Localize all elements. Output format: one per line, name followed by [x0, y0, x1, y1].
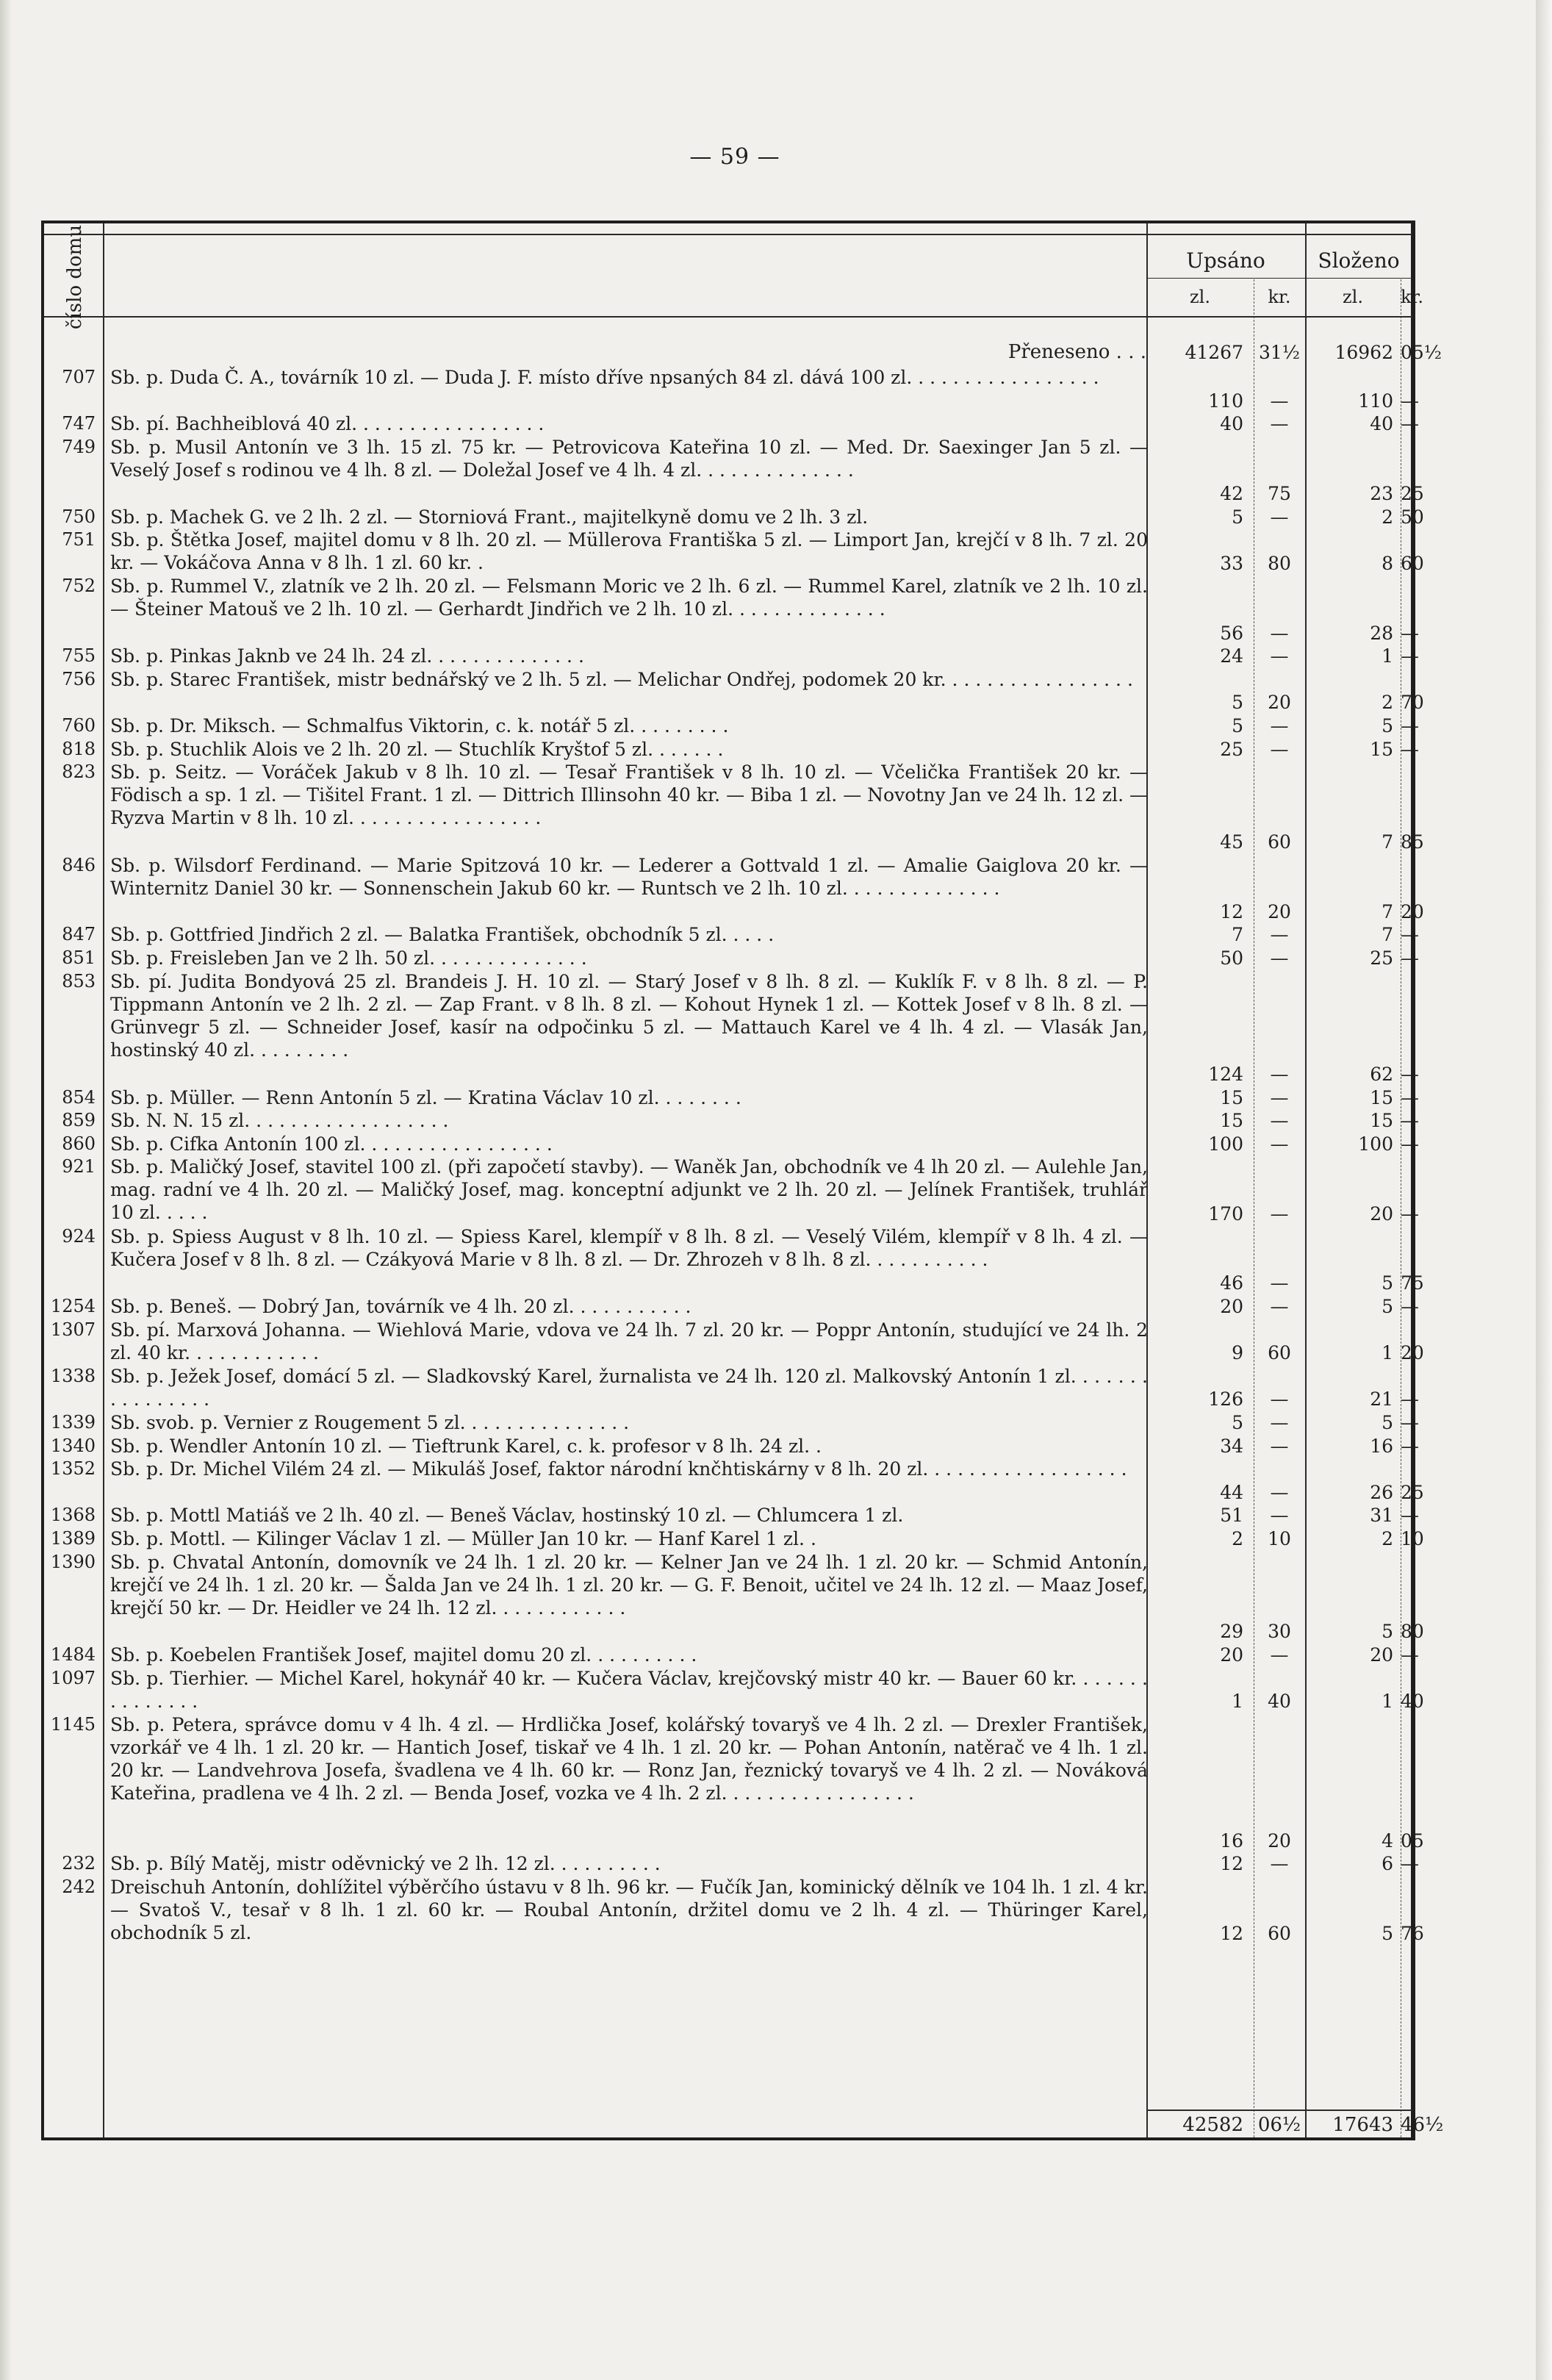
upsano-kr: —	[1270, 1086, 1289, 1108]
house-number: 851	[62, 947, 96, 968]
slozeno-kr: 70	[1401, 692, 1424, 714]
upsano-kr: —	[1270, 1505, 1289, 1527]
upsano-kr: 60	[1268, 831, 1291, 853]
slozeno-kr: 20	[1401, 900, 1424, 922]
row-description: Sb. pí. Marxová Johanna. — Wiehlová Marie, vdova ve 24 lh. 7 zl. 20 kr. — Poppr Antonín, studující ve 24 lh. 2 zl. 40 kr. . . . . . . . . . . .	[110, 1319, 1148, 1363]
table-row	[44, 1365, 1419, 1411]
table-row	[44, 1458, 1424, 1504]
house-number: 1352	[50, 1458, 96, 1480]
slozeno-zl: 7	[1382, 831, 1393, 853]
upsano-zl: 126	[1208, 1388, 1243, 1411]
upsano-kr: —	[1270, 738, 1289, 760]
upsano-zl: 34	[1220, 1435, 1243, 1457]
row-description: Sb. p. Cifka Antonín 100 zl. . . . . . . . . . . . . . . . .	[110, 1133, 553, 1155]
table-row	[44, 970, 1419, 1086]
upsano-zl: 50	[1220, 947, 1243, 969]
row-description: Sb. p. Dr. Miksch. — Schmalfus Viktorin, c. k. notář 5 zl. . . . . . . . .	[110, 715, 729, 736]
house-number: 823	[62, 761, 96, 783]
total-upsano-zl: 42582	[1182, 2114, 1243, 2136]
row-description: Sb. pí. Judita Bondyová 25 zl. Brandeis J. H. 10 zl. — Starý Josef v 8 lh. 8 zl. — Kuklík F. v 8 lh. 8 zl. — P. Tippmann Antonín ve 2 lh. 2 zl. — Zap Frant. v 8 lh. 8 zl. — Kohout Hynek 1 zl. — Kottek Josef v 8 lh. 8 zl. — Grünvegr 5 zl. — Schneider Josef, kasír na odpočinku 5 zl. — Mattauch Karel ve 4 lh. 4 zl. — Vlasák Jan, hostinský 40 zl. . . . . . . . .	[110, 970, 1148, 1061]
table-row	[44, 854, 1424, 924]
carried-forward-row	[44, 341, 1443, 365]
rule-total-line	[1146, 2110, 1412, 2111]
table-row	[44, 1155, 1419, 1225]
slozeno-kr: —	[1401, 1133, 1419, 1155]
slozeno-zl: 1	[1382, 1691, 1393, 1713]
ledger-table	[41, 221, 1444, 2140]
slozeno-kr: —	[1401, 1435, 1419, 1457]
upsano-kr: —	[1270, 1272, 1289, 1294]
house-number: 751	[62, 529, 96, 551]
upsano-kr: —	[1270, 390, 1289, 412]
row-description: Sb. p. Mottl. — Kilinger Václav 1 zl. — Müller Jan 10 kr. — Hanf Karel 1 zl. .	[110, 1528, 816, 1549]
row-description: Sb. p. Starec František, mistr bednářský ve 2 lh. 5 zl. — Melichar Ondřej, podomek 20 kr. . . . . . . . . . . . . . . . .	[110, 668, 1133, 690]
rule-header-mid	[1146, 278, 1412, 279]
table-row	[44, 506, 1424, 529]
upsano-kr: —	[1270, 1853, 1289, 1875]
row-description: Sb. N. N. 15 zl. . . . . . . . . . . . . . . . . .	[110, 1110, 449, 1132]
slozeno-kr: 25	[1401, 482, 1424, 504]
header-upsano-kr: kr.	[1268, 287, 1291, 307]
upsano-kr: 40	[1268, 1691, 1291, 1713]
row-description: Sb. p. Wilsdorf Ferdinand. — Marie Spitzová 10 kr. — Lederer a Gottvald 1 zl. — Amalie Gaiglova 20 kr. — Winternitz Daniel 30 kr. — Sonnenschein Jakub 60 kr. — Runtsch ve 2 lh. 10 zl. . . . . . . . . . . . . .	[110, 854, 1148, 899]
slozeno-kr: —	[1401, 1086, 1419, 1108]
row-description: Sb. p. Machek G. ve 2 lh. 2 zl. — Storniová Frant., majitelkyně domu ve 2 lh. 3 zl.	[110, 506, 869, 528]
table-row	[44, 714, 1419, 738]
upsano-zl: 25	[1220, 738, 1243, 760]
house-number: 756	[62, 668, 96, 689]
table-row	[44, 1225, 1424, 1295]
carried-upsano-kr: 31½	[1258, 342, 1301, 363]
table-row	[44, 436, 1424, 506]
house-number: 750	[62, 506, 96, 527]
upsano-zl: 24	[1220, 645, 1243, 667]
upsano-kr: —	[1270, 645, 1289, 667]
slozeno-zl: 7	[1382, 900, 1393, 922]
slozeno-kr: —	[1401, 1388, 1419, 1411]
upsano-zl: 33	[1220, 552, 1243, 574]
upsano-kr: —	[1270, 1481, 1289, 1503]
slozeno-kr: —	[1401, 1202, 1419, 1225]
slozeno-kr: —	[1401, 1505, 1419, 1527]
slozeno-kr: 60	[1401, 552, 1424, 574]
slozeno-zl: 20	[1370, 1644, 1393, 1666]
table-row	[44, 923, 1419, 947]
row-description: Sb. p. Beneš. — Dobrý Jan, továrník ve 4 lh. 20 zl. . . . . . . . . . .	[110, 1296, 691, 1317]
page-number: — 59 —	[689, 144, 780, 170]
house-number: 232	[62, 1853, 96, 1874]
upsano-kr: —	[1270, 1412, 1289, 1433]
house-number: 1254	[50, 1296, 96, 1316]
table-row	[44, 1527, 1424, 1551]
upsano-kr: —	[1270, 924, 1289, 946]
table-row	[44, 668, 1424, 714]
row-description: Sb. p. Bílý Matěj, mistr oděvnický ve 2 lh. 12 zl. . . . . . . . . .	[110, 1853, 661, 1875]
slozeno-kr: —	[1401, 1296, 1419, 1317]
house-number: 1390	[50, 1551, 96, 1572]
upsano-kr: 30	[1268, 1621, 1291, 1643]
house-number: 846	[62, 854, 96, 875]
slozeno-zl: 26	[1370, 1481, 1393, 1503]
rule-header-bottom	[44, 316, 1412, 318]
upsano-zl: 5	[1232, 506, 1243, 528]
house-number: 752	[62, 576, 96, 597]
house-number: 1307	[50, 1319, 96, 1340]
house-number: 924	[62, 1226, 96, 1247]
table-row	[44, 528, 1424, 575]
upsano-kr: —	[1270, 413, 1289, 435]
header-upsano: Upsáno	[1186, 248, 1265, 273]
scan-left-edge	[0, 0, 10, 2380]
upsano-kr: —	[1270, 1435, 1289, 1457]
slozeno-kr: —	[1401, 924, 1419, 946]
carried-slozeno-kr: 05½	[1401, 342, 1443, 363]
upsano-zl: 40	[1220, 413, 1243, 435]
upsano-zl: 15	[1220, 1086, 1243, 1108]
table-row	[44, 1133, 1419, 1156]
upsano-kr: —	[1270, 1644, 1289, 1666]
slozeno-kr: —	[1401, 947, 1419, 969]
slozeno-zl: 5	[1382, 715, 1393, 736]
slozeno-zl: 2	[1382, 1528, 1393, 1549]
house-number: 860	[62, 1133, 96, 1154]
row-description: Sb. p. Stuchlik Alois ve 2 lh. 20 zl. — Stuchlík Kryštof 5 zl. . . . . . .	[110, 738, 724, 760]
row-description: Sb. p. Chvatal Antonín, domovník ve 24 lh. 1 zl. 20 kr. — Kelner Jan ve 24 lh. 1 zl. 20 kr. — Schmid Antonín, krejčí ve 24 lh. 1 zl. 20 kr. — Šalda Jan ve 24 lh. 1 zl. 20 kr. — G. F. Benoit, učitel ve 24 lh. 12 zl. — Maaz Josef, krejčí 50 kr. — Dr. Heidler ve 24 lh. 12 zl. . . . . . . . . . . .	[110, 1551, 1148, 1619]
slozeno-zl: 28	[1370, 622, 1393, 644]
row-description: Sb. p. Petera, správce domu v 4 lh. 4 zl. — Hrdlička Josef, kolářský tovaryš ve 4 lh. 2 zl. — Drexler František, vzorkář ve 4 lh. 1 zl. 20 kr. — Hantich Josef, tiskař ve 4 lh. 1 zl. 20 kr. — Pohan Antonín, natěrač ve 4 lh. 1 zl. 20 kr. — Landvehrova Josefa, švadlena ve 4 lh. 60 kr. — Ronz Jan, řeznický tovaryš ve 4 lh. 2 zl. — Nováková Kateřina, pradlena ve 4 lh. 2 zl. — Benda Josef, vozka ve 4 lh. 2 zl. . . . . . . . . . . . . . . . .	[110, 1713, 1148, 1804]
scan-right-edge	[1536, 0, 1552, 2380]
slozeno-zl: 62	[1370, 1063, 1393, 1085]
upsano-zl: 1	[1232, 1691, 1243, 1713]
upsano-kr: —	[1270, 1388, 1289, 1411]
house-number: 1368	[50, 1505, 96, 1526]
table-row	[44, 1713, 1424, 1853]
upsano-zl: 12	[1220, 900, 1243, 922]
upsano-zl: 100	[1208, 1133, 1243, 1155]
row-description: Sb. p. Musil Antonín ve 3 lh. 15 zl. 75 kr. — Petrovicova Kateřina 10 zl. — Med. Dr. Saexinger Jan 5 zl. — Veselý Josef s rodinou ve 4 lh. 8 zl. — Doležal Josef ve 4 lh. 4 zl. . . . . . . . . . . . . .	[110, 436, 1148, 481]
row-description: Sb. p. Seitz. — Voráček Jakub v 8 lh. 10 zl. — Tesař František v 8 lh. 10 zl. — Včelička František 20 kr. — Födisch a sp. 1 zl. — Tišitel Frant. 1 zl. — Dittrich Illinsohn 40 kr. — Biba 1 zl. — Novotny Jan ve 24 lh. 12 zl. — Ryzva Martin v 8 lh. 10 zl. . . . . . . . . . . . . . . . .	[110, 761, 1148, 829]
upsano-zl: 20	[1220, 1296, 1243, 1317]
table-row	[44, 1667, 1424, 1713]
total-slozeno-kr: 46½	[1401, 2114, 1444, 2136]
upsano-zl: 5	[1232, 692, 1243, 714]
slozeno-zl: 5	[1382, 1296, 1393, 1317]
slozeno-zl: 100	[1358, 1133, 1393, 1155]
house-number: 1340	[50, 1435, 96, 1456]
row-description: Sb. pí. Bachheiblová 40 zl. . . . . . . . . . . . . . . . .	[110, 413, 545, 435]
house-number: 1145	[50, 1713, 96, 1735]
slozeno-kr: 25	[1401, 1481, 1424, 1503]
slozeno-zl: 1	[1382, 645, 1393, 667]
upsano-kr: 20	[1268, 692, 1291, 714]
carried-upsano-zl: 41267	[1185, 342, 1243, 363]
upsano-zl: 51	[1220, 1505, 1243, 1527]
upsano-kr: —	[1270, 622, 1289, 644]
slozeno-zl: 21	[1370, 1388, 1393, 1411]
slozeno-zl: 7	[1382, 924, 1393, 946]
table-row	[44, 1435, 1419, 1458]
slozeno-kr: 80	[1401, 1621, 1424, 1643]
upsano-kr: —	[1270, 1133, 1289, 1155]
slozeno-kr: 75	[1401, 1272, 1424, 1294]
house-number: 859	[62, 1110, 96, 1131]
upsano-kr: 10	[1268, 1528, 1291, 1549]
row-description: Sb. p. Müller. — Renn Antonín 5 zl. — Kratina Václav 10 zl. . . . . . . .	[110, 1086, 741, 1108]
upsano-zl: 110	[1208, 390, 1243, 412]
slozeno-zl: 15	[1370, 1086, 1393, 1108]
upsano-zl: 56	[1220, 622, 1243, 644]
slozeno-zl: 5	[1382, 1412, 1393, 1433]
row-description: Sb. p. Gottfried Jindřich 2 zl. — Balatka František, obchodník 5 zl. . . . .	[110, 924, 775, 946]
upsano-kr: 75	[1268, 482, 1291, 504]
row-description: Sb. p. Mottl Matiáš ve 2 lh. 40 zl. — Beneš Václav, hostinský 10 zl. — Chlumcera 1 zl.	[110, 1505, 904, 1527]
slozeno-zl: 110	[1358, 390, 1393, 412]
upsano-zl: 12	[1220, 1853, 1243, 1875]
header-upsano-zl: zl.	[1190, 287, 1210, 307]
header-slozeno: Složeno	[1318, 248, 1400, 273]
upsano-zl: 44	[1220, 1481, 1243, 1503]
row-description: Sb. p. Freisleben Jan ve 2 lh. 50 zl. . . . . . . . . . . . . .	[110, 947, 587, 969]
house-number: 1339	[50, 1412, 96, 1433]
upsano-zl: 170	[1208, 1202, 1243, 1225]
slozeno-zl: 15	[1370, 1110, 1393, 1132]
slozeno-zl: 23	[1370, 482, 1393, 504]
header-house-number: číslo domu	[64, 224, 86, 330]
slozeno-kr: —	[1401, 738, 1419, 760]
slozeno-zl: 5	[1382, 1272, 1393, 1294]
slozeno-zl: 15	[1370, 738, 1393, 760]
upsano-zl: 20	[1220, 1644, 1243, 1666]
totals-row	[44, 2114, 1444, 2137]
row-description: Sb. p. Dr. Michel Vilém 24 zl. — Mikuláš Josef, faktor národní knčhtiskárny v 8 lh. 20 zl. . . . . . . . . . . . . . . . . .	[110, 1458, 1127, 1480]
total-upsano-kr: 06½	[1257, 2114, 1301, 2136]
house-number: 818	[62, 738, 96, 759]
upsano-zl: 45	[1220, 831, 1243, 853]
row-description: Sb. p. Koebelen František Josef, majitel domu 20 zl. . . . . . . . . .	[110, 1644, 697, 1666]
slozeno-kr: —	[1401, 1853, 1419, 1875]
table-row	[44, 366, 1419, 412]
house-number: 1484	[50, 1644, 96, 1665]
upsano-kr: 20	[1268, 1829, 1291, 1852]
table-row	[44, 1644, 1419, 1667]
slozeno-kr: —	[1401, 1412, 1419, 1433]
table-row	[44, 1876, 1424, 1946]
upsano-kr: 60	[1268, 1342, 1291, 1364]
upsano-zl: 16	[1220, 1829, 1243, 1852]
slozeno-kr: 40	[1401, 1691, 1424, 1713]
slozeno-zl: 4	[1382, 1829, 1393, 1852]
house-number: 755	[62, 645, 96, 667]
table-row	[44, 1551, 1424, 1644]
upsano-kr: —	[1270, 947, 1289, 969]
upsano-kr: 20	[1268, 900, 1291, 922]
slozeno-kr: 20	[1401, 1342, 1424, 1364]
slozeno-kr: —	[1401, 622, 1419, 644]
slozeno-zl: 2	[1382, 692, 1393, 714]
upsano-kr: —	[1270, 715, 1289, 736]
slozeno-zl: 8	[1382, 552, 1393, 574]
house-number: 1338	[50, 1365, 96, 1386]
upsano-zl: 5	[1232, 715, 1243, 736]
slozeno-kr: —	[1401, 1063, 1419, 1085]
house-number: 847	[62, 924, 96, 945]
table-row	[44, 412, 1419, 436]
upsano-zl: 12	[1220, 1923, 1243, 1945]
house-number: 707	[62, 367, 96, 387]
slozeno-kr: —	[1401, 645, 1419, 667]
house-number: 747	[62, 413, 96, 434]
upsano-zl: 29	[1220, 1621, 1243, 1643]
table-row	[44, 738, 1419, 761]
header-slozeno-kr: kr.	[1401, 287, 1424, 307]
slozeno-kr: —	[1401, 390, 1419, 412]
table-row	[44, 575, 1419, 645]
house-number: 760	[62, 715, 96, 736]
house-number: 749	[62, 436, 96, 457]
row-description: Sb. p. Spiess August v 8 lh. 10 zl. — Spiess Karel, klempíř v 8 lh. 8 zl. — Veselý Vilém, klempíř v 8 lh. 4 zl. — Kučera Josef v 8 lh. 8 zl. — Czákyová Marie v 8 lh. 8 zl. — Dr. Zhrozeh v 8 lh. 8 zl. . . . . . . . . . .	[110, 1226, 1148, 1271]
slozeno-zl: 25	[1370, 947, 1393, 969]
upsano-kr: —	[1270, 1063, 1289, 1085]
house-number: 853	[62, 970, 96, 992]
row-description: Sb. p. Tierhier. — Michel Karel, hokynář 40 kr. — Kučera Václav, krejčovský mistr 40 kr. — Bauer 60 kr. . . . . . . . . . . . . . .	[110, 1667, 1148, 1712]
row-description: Sb. p. Wendler Antonín 10 zl. — Tieftrunk Karel, c. k. profesor v 8 lh. 24 zl. .	[110, 1435, 822, 1457]
slozeno-kr: 05	[1401, 1829, 1424, 1852]
upsano-zl: 7	[1232, 924, 1243, 946]
upsano-zl: 42	[1220, 482, 1243, 504]
slozeno-kr: —	[1401, 1110, 1419, 1132]
table-row	[44, 645, 1419, 668]
house-number: 854	[62, 1086, 96, 1108]
carried-label: Přeneseno . . .	[1007, 341, 1146, 363]
row-description: Sb. p. Štětka Josef, majitel domu v 8 lh. 20 zl. — Müllerova Františka 5 zl. — Limport Jan, krejčí v 8 lh. 7 zl. 20 kr. — Vokáčova Anna v 8 lh. 1 zl. 60 kr. .	[110, 529, 1148, 574]
house-number: 1097	[50, 1667, 96, 1688]
upsano-zl: 46	[1220, 1272, 1243, 1294]
table-row	[44, 1295, 1419, 1319]
rule-header-top	[44, 234, 1412, 235]
upsano-kr: —	[1270, 1202, 1289, 1225]
slozeno-kr: 10	[1401, 1528, 1424, 1549]
slozeno-zl: 6	[1382, 1853, 1393, 1875]
upsano-zl: 5	[1232, 1412, 1243, 1433]
slozeno-kr: —	[1401, 715, 1419, 736]
upsano-kr: —	[1270, 1110, 1289, 1132]
slozeno-zl: 40	[1370, 413, 1393, 435]
upsano-kr: —	[1270, 506, 1289, 528]
slozeno-kr: 50	[1401, 506, 1424, 528]
table-row	[44, 1109, 1419, 1133]
table-row	[44, 1319, 1424, 1365]
table-row	[44, 1086, 1419, 1110]
row-description: Sb. p. Maličký Josef, stavitel 100 zl. (při započetí stavby). — Waněk Jan, obchodník ve 4 lh 20 zl. — Aulehle Jan, mag. radní ve 4 lh. 20 zl. — Maličký Josef, mag. konceptní adjunkt ve 2 lh. 20 zl. — Jelínek František, truhlář 10 zl. . . . .	[110, 1156, 1148, 1224]
total-slozeno-zl: 17643	[1332, 2114, 1393, 2136]
upsano-kr: —	[1270, 1296, 1289, 1317]
house-number: 242	[62, 1877, 96, 1897]
carried-slozeno-zl: 16962	[1334, 342, 1393, 363]
table-row	[44, 1411, 1419, 1435]
upsano-kr: 80	[1268, 552, 1291, 574]
table-row	[44, 761, 1424, 853]
table-row	[44, 947, 1419, 970]
slozeno-zl: 2	[1382, 506, 1393, 528]
upsano-zl: 15	[1220, 1110, 1243, 1132]
slozeno-zl: 5	[1382, 1923, 1393, 1945]
slozeno-zl: 5	[1382, 1621, 1393, 1643]
slozeno-kr: 76	[1401, 1923, 1424, 1945]
header-slozeno-zl: zl.	[1343, 287, 1363, 307]
row-description: Sb. p. Pinkas Jaknb ve 24 lh. 24 zl. . . . . . . . . . . . . .	[110, 645, 584, 667]
slozeno-kr: —	[1401, 413, 1419, 435]
upsano-zl: 124	[1208, 1063, 1243, 1085]
upsano-kr: 60	[1268, 1923, 1291, 1945]
table-row	[44, 1504, 1419, 1527]
row-description: Sb. p. Rummel V., zlatník ve 2 lh. 20 zl. — Felsmann Moric ve 2 lh. 6 zl. — Rummel Karel, zlatník ve 2 lh. 10 zl. — Šteiner Matouš ve 2 lh. 10 zl. — Gerhardt Jindřich ve 2 lh. 10 zl. . . . . . . . . . . . . .	[110, 576, 1148, 620]
slozeno-zl: 20	[1370, 1202, 1393, 1225]
row-description: Sb. p. Duda Č. A., továrník 10 zl. — Duda J. F. místo dříve npsaných 84 zl. dává 100 zl. . . . . . . . . . . . . . . . .	[110, 367, 1099, 388]
slozeno-kr: 85	[1401, 831, 1424, 853]
slozeno-zl: 31	[1370, 1505, 1393, 1527]
row-description: Sb. svob. p. Vernier z Rougement 5 zl. . . . . . . . . . . . . . .	[110, 1412, 630, 1433]
house-number: 921	[62, 1156, 96, 1178]
upsano-zl: 2	[1232, 1528, 1243, 1549]
row-description: Dreischuh Antonín, dohlížitel výběrčího ústavu v 8 lh. 96 kr. — Fučík Jan, kominický dělník ve 104 lh. 1 zl. 4 kr. — Svatoš V., tesař v 8 lh. 1 zl. 60 kr. — Roubal Antonín, držitel domu ve 2 lh. 4 zl. — Thüringer Karel, obchodník 5 zl.	[110, 1877, 1148, 1943]
slozeno-zl: 1	[1382, 1342, 1393, 1364]
table-row	[44, 1852, 1419, 1876]
slozeno-kr: —	[1401, 1644, 1419, 1666]
row-description: Sb. p. Ježek Josef, domácí 5 zl. — Sladkovský Karel, žurnalista ve 24 lh. 120 zl. Malkovský Antonín 1 zl. . . . . . . . . . . . . . . .	[110, 1365, 1148, 1410]
house-number: 1389	[50, 1528, 96, 1549]
upsano-zl: 9	[1232, 1342, 1243, 1364]
slozeno-zl: 16	[1370, 1435, 1393, 1457]
